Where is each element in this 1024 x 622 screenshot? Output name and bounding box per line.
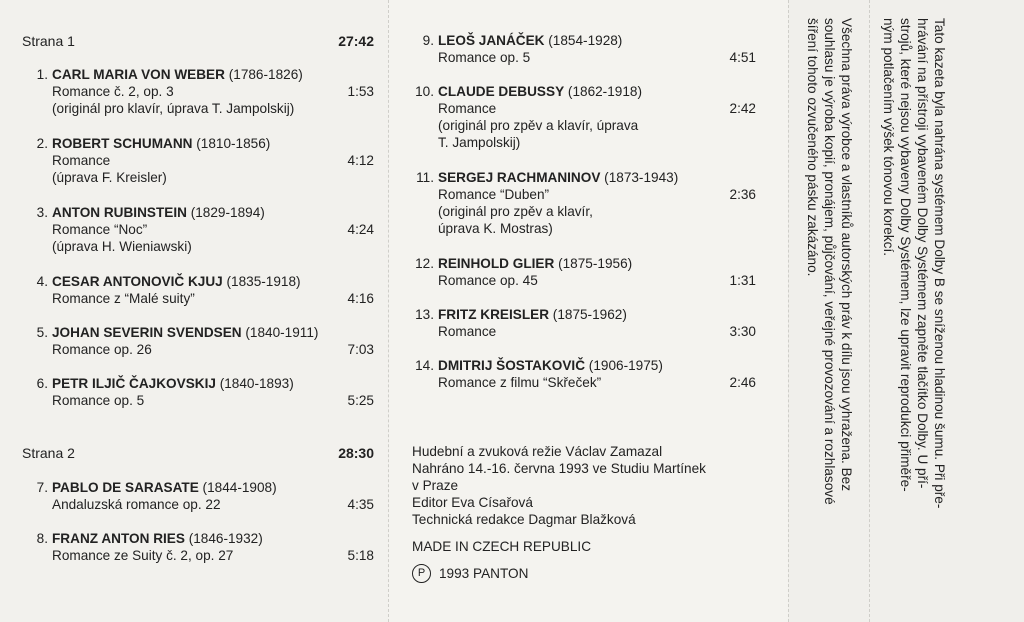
composer-name: REINHOLD GLIER [438,256,555,271]
composer-years: (1875-1962) [549,307,627,322]
track-number: 4. [36,274,48,289]
composer-years: (1875-1956) [554,256,633,271]
dolby-line: Tato kazeta byla nahrána systémem Dolby B se sníženou hladinou šumu. Při pře- [932,18,947,509]
track-number: 10. [415,84,434,99]
composer-name: ROBERT SCHUMANN [52,136,193,151]
track-number: 5. [36,325,48,340]
credit-line: Nahráno 14.-16. června 1993 ve Studiu Martínek [412,461,706,476]
composer-name: ANTON RUBINSTEIN [52,205,187,220]
side-2-header [22,445,374,461]
tracklist-panel-left [0,0,388,622]
track-duration: 1:53 [347,84,374,99]
side-2-label: Strana 2 [22,445,75,461]
side-2-total-time: 28:30 [338,445,374,461]
work-title-line: Andaluzská romance op. 22 [52,497,221,512]
track-entry [22,135,374,186]
track-number: 12. [415,256,434,271]
track-number: 7. [36,480,48,495]
tracklist-panel-middle [388,0,788,622]
composer-name: CESAR ANTONOVIČ KJUJ [52,274,223,289]
track-entry [22,530,374,564]
track-number: 11. [416,170,434,185]
composer-years: (1835-1918) [222,274,301,289]
track-duration: 3:30 [729,324,756,339]
work-title-line: Romance [438,324,497,339]
work-title-line: Romance op. 5 [52,393,145,408]
work-title-line: (úprava F. Kreisler) [52,170,167,185]
work-title-line: Romance č. 2, op. 3 [52,84,174,99]
dolby-line: ným potlačením výšek tónovou korekcí. [881,18,896,256]
track-entry [22,375,374,409]
work-title-line: (originál pro zpěv a klavír, úprava [438,118,639,133]
made-in-label: MADE IN CZECH REPUBLIC [412,539,592,554]
composer-years: (1854-1928) [544,33,623,48]
track-duration: 4:35 [347,497,374,512]
work-title-line: Romance op. 45 [438,273,538,288]
dolby-line: strojů, které nejsou vybaveny Dolby Systémem, lze upravit reprodukci přiměře- [898,18,913,492]
track-number: 13. [415,307,434,322]
composer-name: CLAUDE DEBUSSY [438,84,565,99]
rights-line: Všechna práva výrobce a vlastníků autorských práv k dílu jsou vyhražena. Bez [839,18,854,492]
composer-years: (1846-1932) [184,531,263,546]
composer-years: (1844-1908) [198,480,277,495]
track-entry [408,169,756,237]
work-title-line: Romance ze Suity č. 2, op. 27 [52,548,234,563]
track-number: 6. [36,376,48,391]
credit-line: Technická redakce Dagmar Blažková [412,512,636,527]
work-title-line: Romance “Noc” [52,222,148,237]
composer-years: (1906-1975) [585,358,663,373]
work-title-line: Romance z filmu “Skřeček” [438,375,602,390]
copyright-line [412,564,528,583]
phonogram-p-icon: P [412,564,431,583]
credit-line: Hudební a zvuková režie Václav Zamazal [412,444,663,459]
work-title-line: úprava K. Mostras) [438,221,553,236]
composer-name: PABLO DE SARASATE [52,480,199,495]
track-duration: 2:36 [729,187,756,202]
work-title-line: Romance [438,101,497,116]
track-number: 2. [36,136,48,151]
track-entry [408,306,756,340]
production-credits [412,443,706,528]
track-entry [408,357,756,391]
work-title-line: (originál pro zpěv a klavír, [438,204,593,219]
track-duration: 5:25 [347,393,374,408]
track-entry [408,83,756,151]
composer-years: (1840-1893) [215,376,294,391]
rights-line: souhlasu je výroba kopií, pronájem, půjčování, veřejné provozování a rozhlasové [822,18,837,505]
dolby-line: hrávání na přístroji vybaveném Dolby Systémem zapněte tlačítko Dolby. U pří- [915,18,930,489]
track-duration: 4:24 [347,222,374,237]
track-duration: 4:16 [347,291,374,306]
track-number: 1. [36,67,48,82]
copyright-text: 1993 PANTON [439,566,529,581]
fold-line [869,0,870,622]
work-title-line: (úprava H. Wieniawski) [52,239,192,254]
composer-years: (1786-1826) [224,67,303,82]
work-title-line: (originál pro klavír, úprava T. Jampolskij) [52,101,295,116]
composer-name: DMITRIJ ŠOSTAKOVIČ [438,358,586,373]
work-title-line: Romance [52,153,111,168]
work-title-line: Romance “Duben” [438,187,550,202]
rights-line: šíření tohoto ozvučeného pásku zakázáno. [805,18,820,277]
composer-name: LEOŠ JANÁČEK [438,33,545,48]
fold-line [788,0,789,622]
composer-name: JOHAN SEVERIN SVENDSEN [52,325,242,340]
track-duration: 7:03 [347,342,374,357]
track-duration: 5:18 [347,548,374,563]
track-duration: 2:46 [729,375,756,390]
track-entry [408,255,756,289]
track-entry [22,324,374,358]
work-title-line: Romance op. 26 [52,342,152,357]
track-duration: 1:31 [729,273,756,288]
side-1-total-time: 27:42 [338,33,374,49]
credit-line: Editor Eva Císařová [412,495,533,510]
side-1-label: Strana 1 [22,33,75,49]
work-title-line: Romance op. 5 [438,50,531,65]
side-1-header [22,33,374,49]
work-title-line: T. Jampolskij) [438,135,521,150]
track-duration: 4:12 [347,153,374,168]
track-entry [22,66,374,117]
composer-years: (1810-1856) [192,136,271,151]
composer-name: CARL MARIA VON WEBER [52,67,225,82]
track-number: 9. [422,33,434,48]
track-entry [408,32,756,66]
track-entry [22,273,374,307]
track-duration: 2:42 [729,101,756,116]
composer-name: PETR ILJIČ ČAJKOVSKIJ [52,376,216,391]
composer-name: FRANZ ANTON RIES [52,531,185,546]
track-number: 14. [415,358,434,373]
track-duration: 4:51 [729,50,756,65]
dolby-notice-vertical [880,18,948,508]
track-entry [22,204,374,255]
track-number: 3. [36,205,48,220]
track-number: 8. [36,531,48,546]
work-title-line: Romance z “Malé suity” [52,291,195,306]
composer-years: (1840-1911) [241,325,319,340]
credit-line: v Praze [412,478,459,493]
composer-years: (1829-1894) [186,205,265,220]
composer-name: FRITZ KREISLER [438,307,550,322]
composer-years: (1873-1943) [600,170,679,185]
track-entry [22,479,374,513]
rights-notice-vertical [804,18,855,505]
fold-line [388,0,389,622]
composer-years: (1862-1918) [564,84,642,99]
composer-name: SERGEJ RACHMANINOV [438,170,601,185]
